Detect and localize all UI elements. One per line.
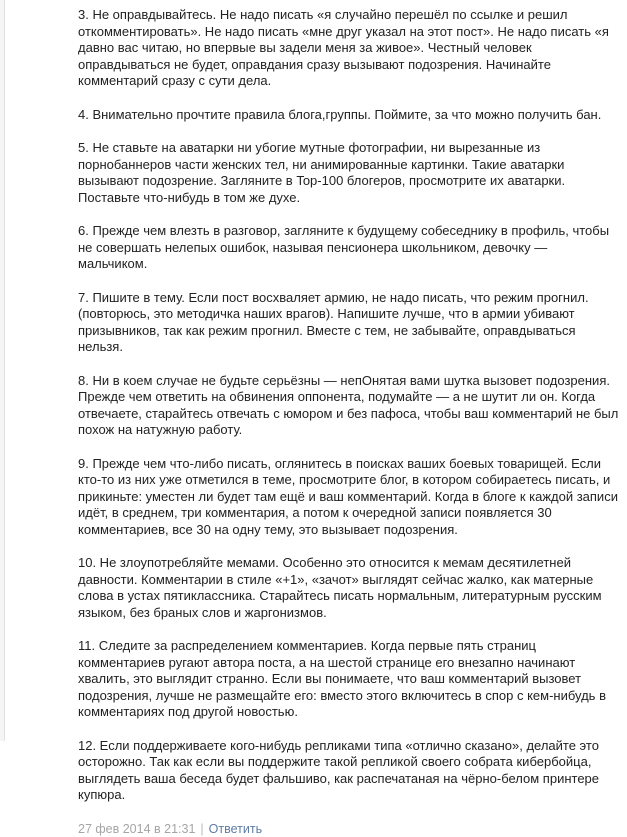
- post-paragraph-11: 11. Следите за распределением комментариев. Когда первые пять страниц комментариев ругают автора поста, а на шестой странице его внезапно начинают хвалить, это выглядит странно. Если вы понимаете, что ваш комментарий вызовет подозрения, лучше не размещайте его: вместо этого включитесь в спор с кем-нибудь в комментариях под другой новостью.: [78, 638, 606, 719]
- post-paragraph-4: 4. Внимательно прочтите правила блога,группы. Поймите, за что можно получить бан.: [78, 106, 602, 122]
- post-paragraph-9: 9. Прежде чем что-либо писать, оглянитесь в поисках ваших боевых товарищей. Если кто-то из них уже отметился в теме, просмотрите блог, в котором собираетесь писать, и прикиньте: уместен ли будет там ещё и ваш комментарий. Когда в блоге к каждой записи идёт, в среднем, три комментария, а потом к очередной записи появляется 30 комментариев, все 30 на одну тему, это вызывает подозрения.: [78, 455, 618, 537]
- footer-separator: |: [200, 821, 204, 836]
- post-footer: [78, 821, 619, 837]
- post-text: [78, 7, 619, 804]
- post-paragraph-7: 7. Пишите в тему. Если пост восхваляет армию, не надо писать, что режим прогнил. (повторюсь, это методичка наших врагов). Напишите лучше, что в армии убивают призывников, так как режим прогнил. Вместе с тем, не забывайте, оправдываться нельзя.: [78, 289, 589, 354]
- post-content: [78, 0, 619, 837]
- post-paragraph-10: 10. Не злоупотребляйте мемами. Особенно это относится к мемам десятилетней давности. Комментарии в стиле «+1», «зачот» выглядят сейчас жалко, как матерные слова в устах пятиклассника. Старайтесь писать нормальным, литературным русским языком, без браных слов и жаргонизмов.: [78, 555, 602, 620]
- post-paragraph-6: 6. Прежде чем влезть в разговор, загляните к будущему собеседнику в профиль, чтобы не совершать нелепых ошибок, называя пенсионера школьником, девочку — мальчиком.: [78, 223, 610, 271]
- post-paragraph-3: 3. Не оправдывайтесь. Не надо писать «я случайно перешёл по ссылке и решил откомментировать». Не надо писать «мне друг указал на этот пост». Не надо писать «я давно вас читаю, но впервые вы задели меня за живое». Честный человек оправдываться не будет, оправдания сразу вызывают подозрения. Начинайте комментарий сразу с сути дела.: [78, 7, 609, 88]
- post-paragraph-8: 8. Ни в коем случае не будьте серьёзны — непОнятая вами шутка вызовет подозрения. Прежде чем ответить на обвинения оппонента, подумайте — а не шутит ли он. Когда отвечаете, старайтесь отвечать с юмором и без пафоса, чтобы ваш комментарий не был похож на натужную работу.: [78, 372, 619, 437]
- page-edge-divider: [0, 0, 5, 741]
- post-paragraph-5: 5. Не ставьте на аватарки ни убогие мутные фотографии, ни вырезанные из порнобаннеров части женских тел, ни анимированные картинки. Такие аватарки вызывают подозрение. Загляните в Top-100 блогеров, просмотрите их аватарки. Поставьте что-нибудь в том же духе.: [78, 140, 566, 205]
- post-paragraph-12: 12. Если поддерживаете кого-нибудь репликами типа «отлично сказано», делайте это осторожно. Так как если вы поддержите такой репликой своего собрата кибербойца, выглядеть ваша беседа будет фальшиво, как распечатаная на чёрно-белом принтере купюра.: [78, 737, 600, 802]
- post-timestamp: 27 фев 2014 в 21:31: [78, 821, 196, 836]
- reply-link[interactable]: Ответить: [208, 821, 263, 836]
